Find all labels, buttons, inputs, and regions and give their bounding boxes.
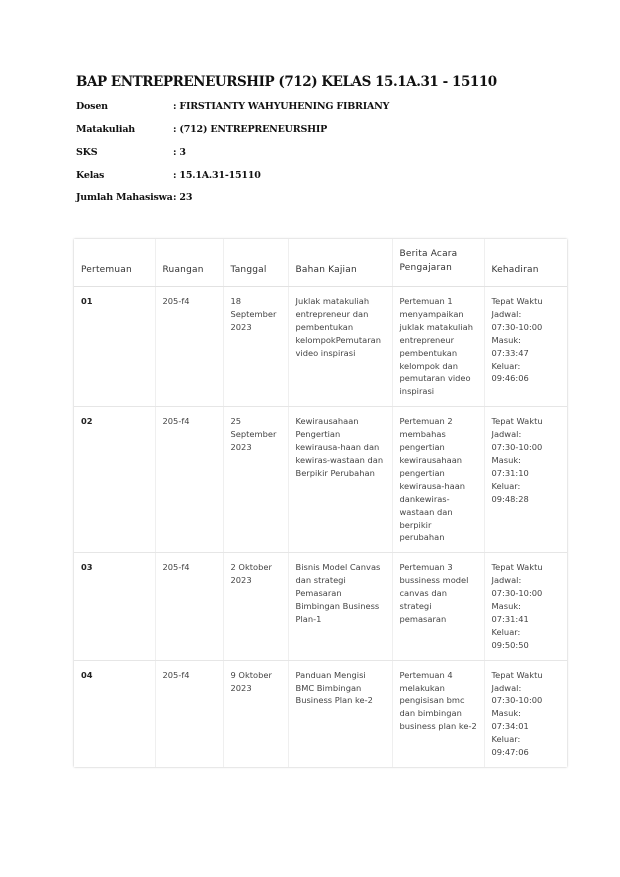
info-value: : (712) ENTREPRENEURSHIP	[173, 124, 328, 135]
cell-ruangan: 205-f4	[155, 660, 223, 767]
cell-berita-acara: Pertemuan 3 bussiness model canvas dan strategi pemasaran	[392, 553, 484, 660]
cell-kehadiran	[484, 553, 567, 660]
check-out-time: 09:48:28	[491, 493, 529, 504]
check-out-time: 09:50:50	[491, 639, 529, 650]
cell-kehadiran	[484, 660, 567, 767]
column-header-bahan-kajian: Bahan Kajian	[288, 239, 392, 287]
attendance-status: Tepat Waktu	[491, 562, 543, 573]
schedule-label: Jadwal:	[491, 308, 522, 319]
cell-ruangan: 205-f4	[155, 287, 223, 407]
column-header-kehadiran: Kehadiran	[484, 239, 567, 287]
check-out-label: Keluar:	[491, 626, 521, 637]
column-header-tanggal: Tanggal	[223, 239, 288, 287]
check-in-label: Masuk:	[491, 708, 521, 719]
cell-bahan-kajian: Juklak matakuliah entrepreneur dan pembentukan kelompokPemutaran video inspirasi	[288, 287, 392, 407]
check-out-label: Keluar:	[491, 480, 521, 491]
cell-berita-acara: Pertemuan 2 membahas pengertian kewirausahaan pengertian kewirausa-haan dankewiras-wastaan dan berpikir perubahan	[392, 407, 484, 553]
info-label: Jumlah Mahasiswa	[76, 192, 173, 203]
cell-pertemuan: 02	[74, 407, 155, 553]
check-in-time: 07:31:10	[491, 467, 529, 478]
page-title: BAP ENTREPRENEURSHIP (712) KELAS 15.1A.31 - 15110	[76, 74, 497, 90]
cell-bahan-kajian: Kewirausahaan Pengertian kewirausa-haan dan kewiras-wastaan dan Berpikir Perubahan	[288, 407, 392, 553]
table-row	[74, 287, 567, 407]
schedule-label: Jadwal:	[491, 429, 522, 440]
schedule-label: Jadwal:	[491, 575, 522, 586]
check-in-label: Masuk:	[491, 601, 521, 612]
check-out-label: Keluar:	[491, 734, 521, 745]
cell-pertemuan: 03	[74, 553, 155, 660]
cell-pertemuan: 01	[74, 287, 155, 407]
info-label: Dosen	[76, 101, 108, 112]
cell-tanggal: 25 September 2023	[223, 407, 288, 553]
check-out-time: 09:46:06	[491, 373, 529, 384]
check-out-time: 09:47:06	[491, 747, 529, 758]
check-in-time: 07:33:47	[491, 347, 529, 358]
column-header-berita-acara: Berita Acara Pengajaran	[392, 239, 484, 287]
attendance-table-card	[74, 239, 567, 767]
info-label: Kelas	[76, 170, 105, 181]
info-value: : 23	[173, 192, 193, 203]
cell-kehadiran	[484, 407, 567, 553]
table-row	[74, 553, 567, 660]
cell-kehadiran	[484, 287, 567, 407]
schedule-label: Jadwal:	[491, 682, 522, 693]
column-header-pertemuan: Pertemuan	[74, 239, 155, 287]
info-label: Matakuliah	[76, 124, 135, 135]
info-value: : 3	[173, 147, 186, 158]
table-row	[74, 407, 567, 553]
check-in-time: 07:34:01	[491, 721, 529, 732]
schedule-time: 07:30-10:00	[491, 695, 543, 706]
table-header-row	[74, 239, 567, 287]
info-value: : 15.1A.31-15110	[173, 170, 261, 181]
attendance-status: Tepat Waktu	[491, 669, 543, 680]
column-header-ruangan: Ruangan	[155, 239, 223, 287]
attendance-status: Tepat Waktu	[491, 296, 543, 306]
check-out-label: Keluar:	[491, 360, 521, 371]
schedule-time: 07:30-10:00	[491, 588, 543, 599]
check-in-label: Masuk:	[491, 454, 521, 465]
schedule-time: 07:30-10:00	[491, 321, 543, 332]
attendance-table	[74, 239, 567, 767]
check-in-label: Masuk:	[491, 334, 521, 345]
cell-ruangan: 205-f4	[155, 407, 223, 553]
cell-bahan-kajian: Panduan Mengisi BMC Bimbingan Business Plan ke-2	[288, 660, 392, 767]
cell-tanggal: 18 September 2023	[223, 287, 288, 407]
table-row	[74, 660, 567, 767]
info-value: : FIRSTIANTY WAHYUHENING FIBRIANY	[173, 101, 390, 112]
cell-tanggal: 2 Oktober 2023	[223, 553, 288, 660]
cell-bahan-kajian: Bisnis Model Canvas dan strategi Pemasaran Bimbingan Business Plan-1	[288, 553, 392, 660]
check-in-time: 07:31:41	[491, 613, 529, 624]
cell-berita-acara: Pertemuan 4 melakukan pengisisan bmc dan bimbingan business plan ke-2	[392, 660, 484, 767]
cell-berita-acara: Pertemuan 1 menyampaikan juklak matakuliah entrepreneur pembentukan kelompok dan pemutaran video inspirasi	[392, 287, 484, 407]
cell-ruangan: 205-f4	[155, 553, 223, 660]
info-label: SKS	[76, 147, 98, 158]
cell-tanggal: 9 Oktober 2023	[223, 660, 288, 767]
cell-pertemuan: 04	[81, 669, 93, 680]
attendance-status: Tepat Waktu	[491, 416, 543, 427]
schedule-time: 07:30-10:00	[491, 442, 543, 453]
